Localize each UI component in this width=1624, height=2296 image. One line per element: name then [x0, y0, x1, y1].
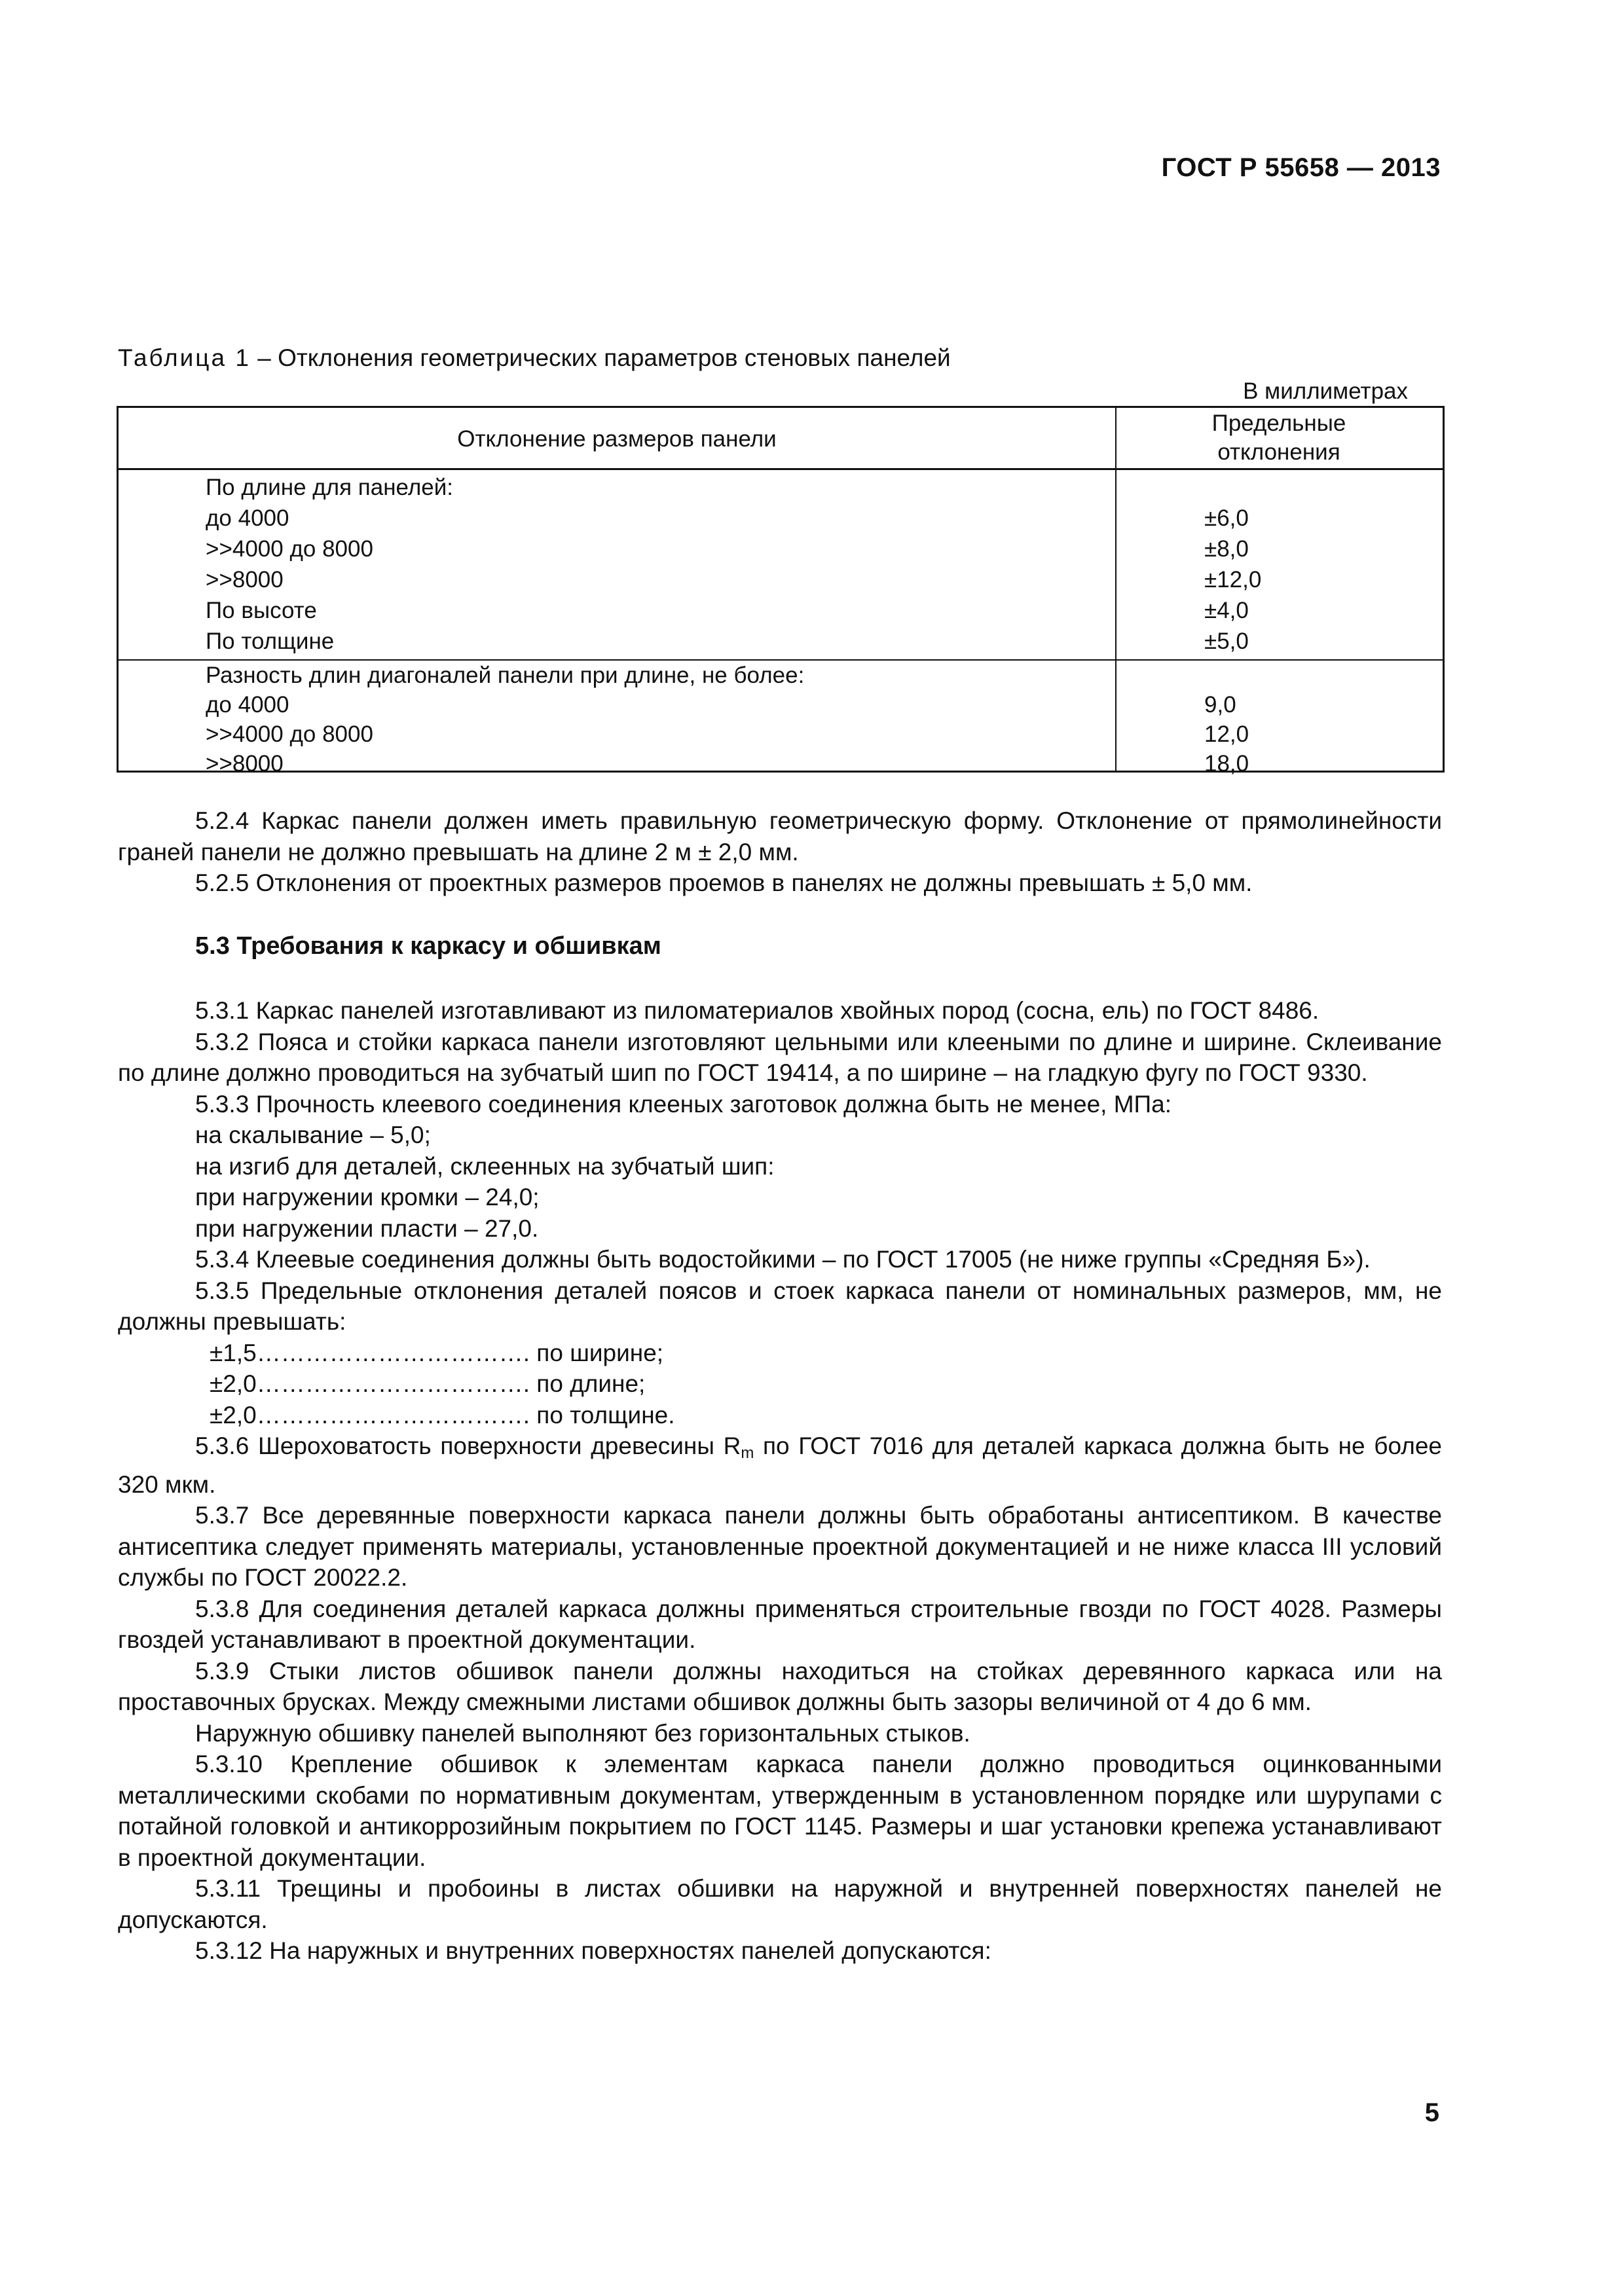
paragraph-5-3-2: 5.3.2 Пояса и стойки каркаса панели изготовляют цельными или клееными по длине и ширине. Склеивание по длине должно проводиться на зубчатый шип по ГОСТ 19414, а по ширине – на гладкую фугу по ГОСТ 9330.: [118, 1028, 1442, 1086]
paragraph-5-3-3-item: при нагружении кромки – 24,0;: [195, 1184, 540, 1211]
paragraph-5-3-1: 5.3.1 Каркас панелей изготавливают из пиломатериалов хвойных пород (сосна, ель) по ГОСТ 8486.: [195, 997, 1320, 1024]
page-number: 5: [1424, 2098, 1439, 2127]
tolerance-thickness: ±2,0……………………………. по толщине.: [210, 1401, 675, 1429]
table-caption-label: Таблица 1: [118, 344, 251, 371]
table-cell-value: 9,0: [1204, 692, 1236, 718]
paragraph-5-2-4: 5.2.4 Каркас панели должен иметь правильную геометрическую форму. Отклонение от прямолинейности граней панели не должно превышать на длине 2 м ± 2,0 мм.: [118, 807, 1442, 866]
paragraph-5-3-7: 5.3.7 Все деревянные поверхности каркаса панели должны быть обработаны антисептиком. В качестве антисептика следует применять материалы, установленные проектной документацией и не ниже класса III условий службы по ГОСТ 20022.2.: [118, 1502, 1442, 1591]
table-cell-label: >>8000: [206, 567, 284, 592]
paragraph-5-3-3-item: при нагружении пласти – 27,0.: [195, 1214, 539, 1242]
tolerance-width: ±1,5……………………………. по ширине;: [210, 1339, 664, 1366]
paragraph-5-3-8: 5.3.8 Для соединения деталей каркаса должны применяться строительные гвозди по ГОСТ 4028. Размеры гвоздей устанавливают в проектной документации.: [118, 1595, 1442, 1653]
table-cell-label: По длине для панелей:: [206, 475, 453, 500]
paragraphs-5-3: [118, 995, 1442, 1967]
table-group1-labels: [206, 472, 453, 657]
table-header-deviation: Отклонение размеров панели: [457, 426, 777, 452]
standard-designation: ГОСТ Р 55658 — 2013: [1161, 153, 1441, 182]
table-cell-value: ±6,0: [1204, 505, 1249, 531]
paragraph-5-3-6-start: 5.3.6 Шероховатость поверхности древесины R: [195, 1432, 741, 1459]
table-header-limits-line2: отклонения: [1217, 439, 1340, 465]
table-cell-label: >>8000: [206, 751, 284, 776]
table-cell-value: ±8,0: [1204, 536, 1249, 562]
table-group1-values: [1204, 503, 1261, 657]
table-header-limits-line1: Предельные: [1211, 410, 1346, 436]
tolerance-length: ±2,0……………………………. по длине;: [210, 1370, 646, 1397]
table-cell-label: По толщине: [206, 629, 335, 654]
table-cell-value: 18,0: [1204, 751, 1249, 776]
paragraph-5-3-6: [118, 1430, 1442, 1500]
paragraph-5-3-12: 5.3.12 На наружных и внутренних поверхностях панелей допускаются:: [195, 1937, 991, 1964]
paragraph-5-3-10: 5.3.10 Крепление обшивок к элементам каркаса панели должно проводиться оцинкованными металлическими скобами по нормативным документам, утвержденным в установленном порядке или шурупами с потайной головкой и антикоррозийным покрытием по ГОСТ 1145. Размеры и шаг установки крепежа устанавливают в проектной документации.: [118, 1751, 1442, 1871]
table-cell-label: >>4000 до 8000: [206, 536, 373, 562]
paragraph-5-3-6-end: по ГОСТ 7016 для деталей каркаса должна быть не более 320 мкм.: [118, 1432, 1442, 1498]
roughness-subscript: m: [741, 1444, 754, 1462]
table-cell-label: до 4000: [206, 692, 289, 718]
paragraph-5-3-5: 5.3.5 Предельные отклонения деталей поясов и стоек каркаса панели от номинальных размеров, мм, не должны превышать:: [118, 1277, 1442, 1335]
table-cell-value: ±12,0: [1204, 567, 1262, 592]
paragraph-5-3-4: 5.3.4 Клеевые соединения должны быть водостойкими – по ГОСТ 17005 (не ниже группы «Средняя Б»).: [195, 1246, 1371, 1273]
paragraph-5-3-3-item: на скалывание – 5,0;: [195, 1121, 431, 1148]
table-cell-value: 12,0: [1204, 721, 1249, 747]
table-cell-value: ±5,0: [1204, 629, 1249, 654]
paragraph-5-3-11: 5.3.11 Трещины и пробоины в листах обшивки на наружной и внутренней поверхностях панелей не допускаются.: [118, 1875, 1442, 1933]
deviation-table: [117, 406, 1445, 776]
table-header-limits: [1115, 408, 1443, 468]
paragraph-5-2-5: 5.2.5 Отклонения от проектных размеров проемов в панелях не должны превышать ± 5,0 мм.: [195, 869, 1253, 896]
table-header-divider: [119, 468, 1443, 470]
table-caption: [118, 344, 951, 372]
table-cell-label: до 4000: [206, 505, 289, 531]
section-title: 5.3 Требования к каркасу и обшивкам: [195, 932, 661, 960]
paragraph-5-3-3: 5.3.3 Прочность клеевого соединения клееных заготовок должна быть не менее, МПа:: [195, 1090, 1172, 1118]
table-group2-values: [1204, 690, 1249, 778]
table-cell-label: По высоте: [206, 598, 317, 623]
paragraphs-5-2: [118, 805, 1442, 899]
table-units: В миллиметрах: [1243, 378, 1408, 404]
table-caption-text: – Отклонения геометрических параметров стеновых панелей: [250, 344, 951, 371]
paragraph-5-3-9: 5.3.9 Стыки листов обшивок панели должны находиться на стойках деревянного каркаса или на проставочных брусках. Между смежными листами обшивок должны быть зазоры величиной от 4 до 6 мм.: [118, 1657, 1442, 1715]
table-cell-value: ±4,0: [1204, 598, 1249, 623]
table-cell-label: >>4000 до 8000: [206, 721, 373, 747]
paragraph-5-3-9-b: Наружную обшивку панелей выполняют без горизонтальных стыков.: [195, 1719, 970, 1747]
table-cell-label: Разность длин диагоналей панели при длине, не более:: [206, 663, 805, 688]
table-group2-labels: [206, 661, 804, 778]
paragraph-5-3-3-item: на изгиб для деталей, склеенных на зубчатый шип:: [195, 1152, 775, 1180]
